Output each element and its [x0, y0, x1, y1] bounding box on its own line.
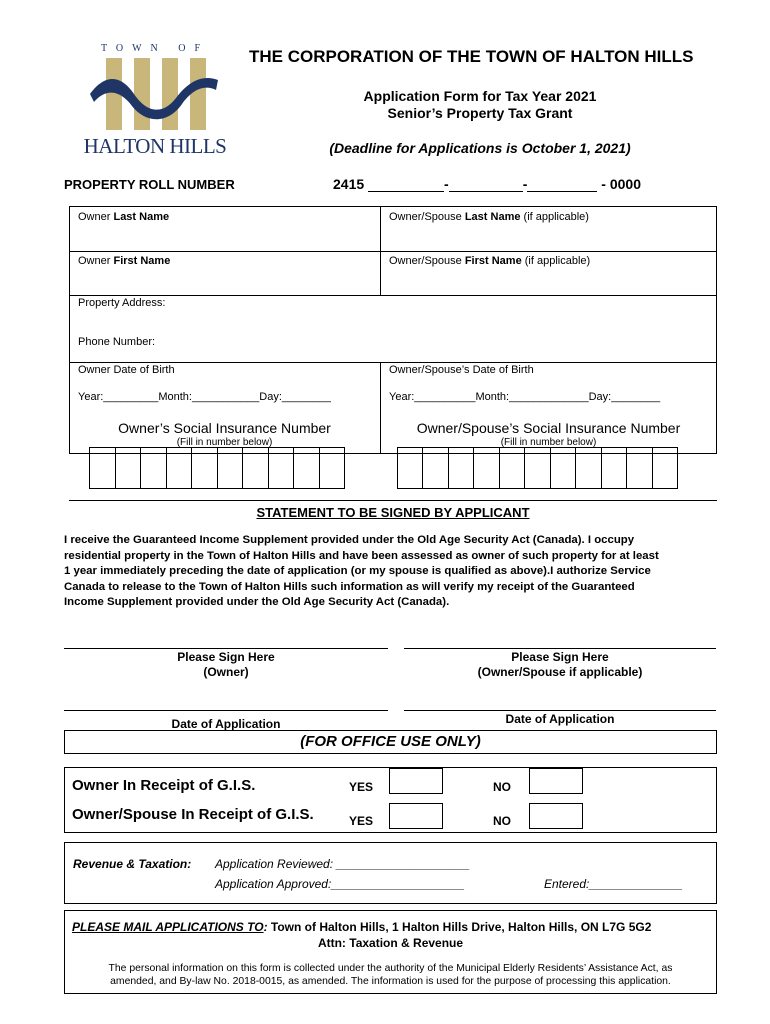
logo-top-text: TOWN OF: [100, 43, 210, 54]
statement-heading: STATEMENT TO BE SIGNED BY APPLICANT: [256, 505, 530, 520]
spouse-date-label: Date of Application: [505, 712, 615, 726]
owner-sin-sublabel: (Fill in number below): [176, 437, 273, 448]
application-approved-field[interactable]: Application Approved:____________________: [215, 877, 465, 891]
sin-digit-box[interactable]: [218, 448, 244, 488]
sin-digit-box[interactable]: [243, 448, 269, 488]
roll-segment-1[interactable]: [368, 179, 444, 192]
owner-signature-line[interactable]: [64, 648, 388, 649]
form-title: THE CORPORATION OF THE TOWN OF HALTON HILLS: [249, 47, 694, 66]
spouse-dob-label: Owner/Spouse’s Date of Birth: [389, 364, 534, 376]
owner-dob-field[interactable]: Year:_________Month:___________Day:________: [78, 391, 331, 403]
spouse-signature-line[interactable]: [404, 648, 716, 649]
sin-digit-box[interactable]: [602, 448, 627, 488]
mail-address-text: Town of Halton Hills, 1 Halton Hills Drive, Halton Hills, ON L7G 5G2: [267, 920, 652, 934]
owner-gis-yes-label: YES: [349, 780, 374, 794]
spouse-dob-field[interactable]: Year:__________Month:_____________Day:________: [389, 391, 661, 403]
spouse-gis-yes-box[interactable]: [389, 803, 443, 829]
divider: [69, 500, 717, 501]
deadline: (Deadline for Applications is October 1, 2021): [329, 140, 631, 156]
sin-digit-box[interactable]: [192, 448, 218, 488]
spouse-sign-sublabel: (Owner/Spouse if applicable): [477, 665, 643, 679]
applicant-info-table: [69, 206, 717, 454]
spouse-gis-yes-label: YES: [349, 814, 374, 828]
owner-gis-no-label: NO: [493, 780, 511, 794]
form-grant-name: Senior’s Property Tax Grant: [387, 105, 573, 121]
phone-number-field[interactable]: Phone Number:: [78, 336, 156, 348]
owner-sin-boxes[interactable]: [89, 447, 345, 489]
owner-gis-label: Owner In Receipt of G.I.S.: [72, 777, 256, 794]
mail-attn: Attn: Taxation & Revenue: [317, 936, 464, 950]
revenue-section: [64, 842, 717, 904]
town-logo: [80, 40, 230, 160]
application-reviewed-field[interactable]: Application Reviewed: ____________________: [215, 857, 470, 871]
property-address-field[interactable]: Property Address:: [78, 297, 166, 309]
mail-label: PLEASE MAIL APPLICATIONS TO: [72, 920, 264, 934]
owner-sign-label: Please Sign Here: [177, 650, 275, 664]
owner-gis-yes-box[interactable]: [389, 768, 443, 794]
mail-address: PLEASE MAIL APPLICATIONS TO: Town of Halton Hills, 1 Halton Hills Drive, Halton Hills, ON L7G 5G2: [72, 920, 652, 934]
spouse-gis-no-box[interactable]: [529, 803, 583, 829]
sin-digit-box[interactable]: [576, 448, 601, 488]
logo-emblem: [88, 54, 222, 136]
sin-digit-box[interactable]: [320, 448, 345, 488]
roll-number-label: PROPERTY ROLL NUMBER: [64, 177, 235, 192]
roll-segment-3[interactable]: [527, 179, 597, 192]
spouse-date-line[interactable]: [404, 710, 716, 711]
spouse-gis-no-label: NO: [493, 814, 511, 828]
sin-digit-box[interactable]: [116, 448, 142, 488]
sin-digit-box[interactable]: [269, 448, 295, 488]
roll-suffix: - 0000: [601, 176, 641, 192]
sin-digit-box[interactable]: [525, 448, 550, 488]
owner-last-name-field[interactable]: Owner Last Name: [78, 211, 170, 223]
spouse-sin-sublabel: (Fill in number below): [500, 437, 597, 448]
logo-bottom-text: HALTON HILLS: [83, 134, 227, 158]
roll-segment-2[interactable]: [449, 179, 523, 192]
spouse-last-name-field[interactable]: Owner/Spouse Last Name (if applicable): [389, 211, 589, 223]
owner-dob-label: Owner Date of Birth: [78, 364, 175, 376]
owner-gis-no-box[interactable]: [529, 768, 583, 794]
sin-digit-box[interactable]: [294, 448, 320, 488]
sin-digit-box[interactable]: [627, 448, 652, 488]
sin-digit-box[interactable]: [500, 448, 525, 488]
form-subtitle: Application Form for Tax Year 2021: [363, 88, 597, 104]
entered-field[interactable]: Entered:______________: [544, 877, 683, 891]
sin-digit-box[interactable]: [423, 448, 448, 488]
roll-sep-1: -: [444, 176, 449, 192]
roll-sep-2: -: [522, 176, 528, 192]
owner-date-line[interactable]: [64, 710, 388, 711]
spouse-first-name-field[interactable]: Owner/Spouse First Name (if applicable): [389, 255, 591, 267]
owner-sign-sublabel: (Owner): [203, 665, 249, 679]
sin-digit-box[interactable]: [141, 448, 167, 488]
roll-prefix: 2415: [333, 176, 365, 192]
owner-date-label: Date of Application: [171, 717, 281, 731]
office-use-heading: (FOR OFFICE USE ONLY): [300, 733, 481, 750]
owner-sin-label: Owner’s Social Insurance Number: [118, 420, 331, 436]
owner-first-name-field[interactable]: Owner First Name: [78, 255, 171, 267]
sin-digit-box[interactable]: [449, 448, 474, 488]
spouse-sin-label: Owner/Spouse’s Social Insurance Number: [416, 420, 681, 436]
sin-digit-box[interactable]: [653, 448, 677, 488]
revenue-label: Revenue & Taxation:: [73, 857, 192, 871]
sin-digit-box[interactable]: [90, 448, 116, 488]
roll-number-field[interactable]: [333, 176, 641, 192]
sin-digit-box[interactable]: [474, 448, 499, 488]
sin-digit-box[interactable]: [551, 448, 576, 488]
statement-text: I receive the Guaranteed Income Supplement provided under the Old Age Security Act (Canada). I occupy residential property in the Town of Halton Hills and have been assessed as owner of such property for at least 1 year immediately preceding the date of application (or my spouse is qualified as above).I authorize Service Canada to release to the Town of Halton Hills such information as will verify my receipt of the Guaranteed Income Supplement provided under the Old Age Security Act (Canada).: [64, 534, 659, 608]
spouse-sign-label: Please Sign Here: [511, 650, 609, 664]
spouse-gis-label: Owner/Spouse In Receipt of G.I.S.: [72, 806, 314, 823]
spouse-sin-boxes[interactable]: [397, 447, 678, 489]
sin-digit-box[interactable]: [398, 448, 423, 488]
sin-digit-box[interactable]: [167, 448, 193, 488]
privacy-notice: The personal information on this form is collected under the authority of the Municipal Elderly Residents’ Assistance Act, as amended, and By-law No. 2018-0015, as amended. The information is used for the purpose of processing this application.: [108, 963, 673, 987]
